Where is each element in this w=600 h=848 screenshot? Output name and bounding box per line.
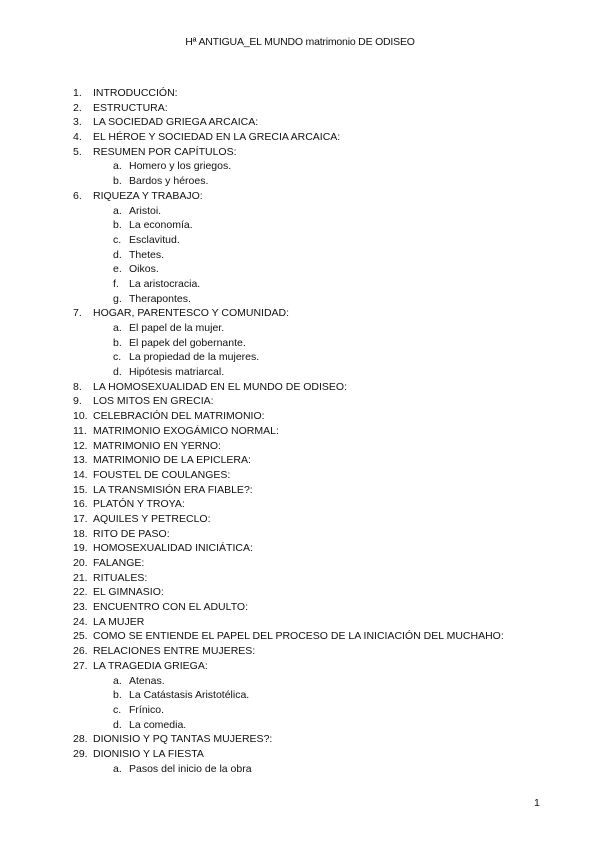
toc-subitem-letter: b. [113,219,122,232]
toc-item-text: EL GIMNASIO: [93,586,164,599]
toc-subitem-text: Therapontes. [129,292,191,305]
toc-subitem-letter: d. [113,366,122,379]
toc-subitem-letter: d. [113,248,122,261]
document-header: Hª ANTIGUA_EL MUNDO matrimonio DE ODISEO [185,36,415,48]
toc-subitem [73,174,573,189]
toc-item-text: ENCUENTRO CON EL ADULTO: [93,601,248,614]
toc-item [73,659,573,674]
toc-item-number: 25. [73,630,88,643]
toc-item-text: ESTRUCTURA: [93,101,168,114]
toc-subitem-letter: c. [113,351,122,364]
toc-subitem-letter: c. [113,233,122,246]
toc-subitem-letter: c. [113,703,122,716]
toc-item-number: 27. [73,659,88,672]
toc-subitem-letter: b. [113,175,122,188]
toc-item-number: 6. [73,189,82,202]
toc-item-text: LA TRANSMISIÓN ERA FIABLE?: [93,483,253,496]
toc-item [73,101,573,116]
toc-item [73,439,573,454]
toc-subitem [73,762,573,777]
toc-item-number: 17. [73,512,88,525]
toc-item-number: 26. [73,645,88,658]
toc-subitem-letter: a. [113,204,122,217]
toc-subitem-letter: b. [113,336,122,349]
toc-item [73,468,573,483]
toc-item-number: 9. [73,395,82,408]
toc-subitem-text: Pasos del inicio de la obra [129,762,252,775]
toc-item-number: 18. [73,527,88,540]
toc-item-text: HOGAR, PARENTESCO Y COMUNIDAD: [93,307,290,320]
toc-subitem [73,718,573,733]
toc-item-text: RIQUEZA Y TRABAJO: [93,189,203,202]
toc-subitem [73,350,573,365]
toc-item [73,571,573,586]
toc-subitem-text: El papek del gobernante. [129,336,246,349]
toc-item [73,306,573,321]
toc-item-text: FOUSTEL DE COULANGES: [93,468,231,481]
toc-subitem-text: Oikos. [129,263,159,276]
toc-item-number: 11. [73,424,87,437]
toc-item-text: RESUMEN POR CAPÍTULOS: [93,145,237,158]
toc-subitem-text: Aristoi. [129,204,162,217]
table-of-contents [73,86,573,776]
toc-item-number: 14. [73,468,88,481]
toc-subitem [73,321,573,336]
toc-subitem-letter: e. [113,263,122,276]
toc-subitem-letter: a. [113,160,122,173]
toc-item [73,541,573,556]
toc-item [73,615,573,630]
toc-item-number: 10. [73,410,88,423]
toc-subitem [73,703,573,718]
toc-subitem [73,688,573,703]
toc-subitem-text: El papel de la mujer. [129,322,225,334]
toc-item [73,130,573,145]
toc-item-number: 1. [73,87,82,99]
toc-item-text: PLATÓN Y TROYA: [93,498,185,511]
toc-item [73,409,573,424]
toc-item [73,585,573,600]
toc-item-number: 13. [73,454,88,467]
toc-item-number: 20. [73,557,88,569]
toc-item-text: AQUILES Y PETRECLO: [93,512,211,525]
toc-subitem-text: La Catástasis Aristotélica. [129,689,250,702]
toc-item [73,644,573,659]
toc-item-text: EL HÉROE Y SOCIEDAD EN LA GRECIA ARCAICA: [93,131,341,144]
toc-subitem-text: La comedia. [129,718,187,731]
toc-item-number: 8. [73,380,82,393]
toc-item-text: COMO SE ENTIENDE EL PAPEL DEL PROCESO DE LA INICIACIÓN DEL MUCHAHO: [93,630,504,643]
toc-subitem [73,336,573,351]
toc-subitem-text: Frínico. [129,703,165,716]
toc-subitem [73,218,573,233]
toc-item-text: LA MUJER [93,615,145,628]
toc-subitem-text: Homero y los griegos. [129,160,232,173]
toc-subitem-letter: a. [113,762,122,775]
toc-item-text: MATRIMONIO DE LA EPICLERA: [93,454,251,467]
toc-item-text: LA HOMOSEXUALIDAD EN EL MUNDO DE ODISEO: [93,380,347,393]
toc-item [73,380,573,395]
toc-subitem-letter: a. [113,322,122,334]
toc-subitem [73,159,573,174]
toc-item-text: INTRODUCCIÓN: [93,87,178,99]
toc-item [73,600,573,615]
toc-subitem-text: Thetes. [129,248,165,261]
toc-item [73,86,573,101]
toc-subitem-text: La propiedad de la mujeres. [129,351,260,364]
toc-item [73,512,573,527]
toc-item [73,189,573,204]
toc-subitem-letter: g. [113,292,122,305]
toc-subitem-text: Hipótesis matriarcal. [129,366,225,379]
toc-item-number: 3. [73,116,82,129]
toc-subitem-text: La aristocracia. [129,277,201,290]
toc-item-number: 29. [73,747,88,760]
toc-subitem [73,204,573,219]
toc-subitem-letter: f. [113,277,119,290]
toc-subitem-letter: a. [113,674,122,687]
toc-item-text: MATRIMONIO EXOGÁMICO NORMAL: [93,424,279,437]
toc-item [73,115,573,130]
toc-item-number: 4. [73,131,82,144]
toc-item-number: 7. [73,307,82,320]
toc-subitem-text: La economía. [129,219,193,232]
toc-item-text: RITUALES: [93,571,148,584]
toc-item-text: FALANGE: [93,557,145,569]
toc-item-number: 16. [73,498,88,511]
toc-subitem [73,674,573,689]
toc-item-number: 15. [73,483,88,496]
toc-item [73,527,573,542]
toc-subitem-text: Esclavitud. [129,233,180,246]
toc-item-text: RELACIONES ENTRE MUJERES: [93,645,256,658]
toc-item [73,145,573,160]
toc-item-number: 2. [73,101,82,114]
toc-item-text: LA SOCIEDAD GRIEGA ARCAICA: [93,116,259,129]
toc-item [73,747,573,762]
toc-item-text: RITO DE PASO: [93,527,170,540]
toc-item [73,732,573,747]
toc-item-number: 19. [73,542,88,555]
toc-item [73,424,573,439]
toc-subitem [73,233,573,248]
toc-item [73,497,573,512]
toc-subitem-letter: b. [113,689,122,702]
toc-subitem [73,365,573,380]
toc-subitem-letter: d. [113,718,122,731]
toc-item-text: LOS MITOS EN GRECIA: [93,395,214,408]
toc-item [73,483,573,498]
toc-item-number: 24. [73,615,88,628]
toc-item-text: MATRIMONIO EN YERNO: [93,439,221,452]
page-number: 1 [534,797,540,809]
toc-subitem [73,248,573,263]
toc-subitem-text: Atenas. [129,674,165,687]
toc-item-number: 22. [73,586,88,599]
toc-item [73,394,573,409]
toc-item-text: DIONISIO Y PQ TANTAS MUJERES?: [93,733,273,746]
toc-item [73,629,573,644]
toc-item [73,556,573,571]
toc-subitem-text: Bardos y héroes. [129,175,209,188]
toc-item-text: CELEBRACIÓN DEL MATRIMONIO: [93,410,265,423]
toc-item-text: DIONISIO Y LA FIESTA [93,747,204,760]
toc-item-number: 23. [73,601,88,614]
toc-item [73,453,573,468]
toc-item-number: 21. [73,571,88,584]
toc-subitem [73,277,573,292]
toc-item-number: 12. [73,439,88,452]
toc-subitem [73,262,573,277]
toc-item-number: 28. [73,733,88,746]
toc-subitem [73,292,573,307]
toc-item-number: 5. [73,145,82,158]
toc-item-text: HOMOSEXUALIDAD INICIÁTICA: [93,542,253,555]
toc-item-text: LA TRAGEDIA GRIEGA: [93,659,208,672]
